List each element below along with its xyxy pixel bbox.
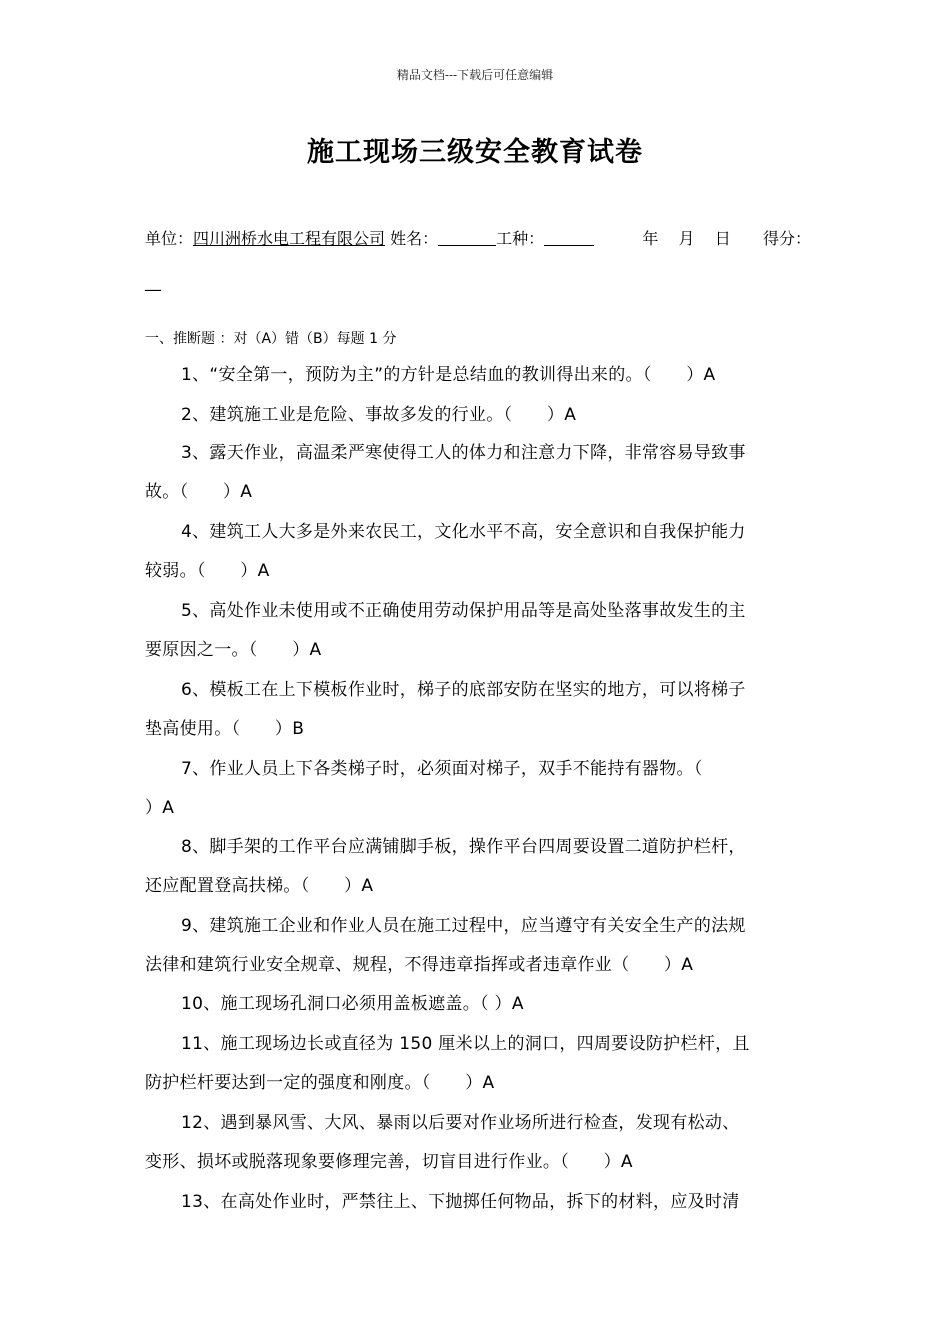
score-blank[interactable]: __: [145, 272, 161, 291]
question-text-continued: 故。（ ）A: [145, 482, 253, 502]
trade-label: 工种：: [496, 229, 545, 248]
question-text-continued: 较弱。（ ）A: [145, 561, 270, 581]
question-item: [145, 513, 813, 591]
question-text: 1、“安全第一，预防为主”的方针是总结血的教训得出来的。（ ）A: [181, 365, 716, 385]
question-text-continued: 垫高使用。（ ）B: [145, 719, 305, 739]
trade-blank[interactable]: [544, 229, 594, 246]
question-text: 2、建筑施工业是危险、事故多发的行业。（ ）A: [181, 405, 577, 425]
unit-name: 四川洲桥水电工程有限公司: [193, 229, 386, 248]
question-text: 10、施工现场孔洞口必须用盖板遮盖。（ ）A: [181, 994, 524, 1014]
question-text: 8、脚手架的工作平台应满铺脚手板，操作平台四周要设置二道防护栏杆，: [181, 837, 746, 857]
day-label: 日: [714, 229, 731, 248]
question-text: 9、建筑施工企业和作业人员在施工过程中，应当遵守有关安全生产的法规: [181, 916, 746, 936]
unit-label: 单位：: [145, 229, 194, 248]
question-text: 7、作业人员上下各类梯子时，必须面对梯子，双手不能持有器物。（: [181, 759, 703, 779]
question-text: 13、在高处作业时，严禁往上、下抛掷任何物品，拆下的材料，应及时清: [181, 1192, 740, 1212]
question-text: 3、露天作业，高温柔严寒使得工人的体力和注意力下降，非常容易导致事: [181, 443, 746, 463]
question-text-continued: 防护栏杆要达到一定的强度和刚度。（ ）A: [145, 1073, 495, 1093]
question-text-continued: 法律和建筑行业安全规章、规程，不得违章指挥或者违章作业（ ）A: [145, 955, 694, 975]
question-text: 12、遇到暴风雪、大风、暴雨以后要对作业场所进行检查，发现有松动、: [181, 1113, 740, 1133]
month-label: 月: [678, 229, 695, 248]
question-item: [145, 828, 813, 906]
section-heading: 一、推断题 ：对（A）错（B）每题 1 分: [145, 331, 397, 347]
header-note: 精品文档---下载后可任意编辑: [396, 68, 554, 82]
question-item: [145, 396, 813, 435]
year-label: 年: [642, 229, 659, 248]
question-item: [145, 750, 813, 828]
question-item: [145, 356, 813, 395]
question-item: [145, 434, 813, 512]
question-text-continued: 变形、损坏或脱落现象要修理完善，切盲目进行作业。（ ）A: [145, 1152, 633, 1172]
name-blank[interactable]: [438, 229, 496, 246]
question-item: [145, 1183, 813, 1222]
question-item: [145, 985, 813, 1024]
question-item: [145, 671, 813, 749]
question-text-continued: ）A: [145, 798, 175, 818]
question-text: 11、施工现场边长或直径为 150 厘米以上的洞口，四周要设防护栏杆，且: [181, 1034, 750, 1054]
question-item: [145, 1104, 813, 1182]
question-item: [145, 592, 813, 670]
question-item: [145, 1025, 813, 1103]
question-item: [145, 907, 813, 985]
score-label: 得分：: [762, 229, 811, 248]
question-text: 4、建筑工人大多是外来农民工，文化水平不高，安全意识和自我保护能力: [181, 522, 746, 542]
info-line: [145, 226, 825, 249]
question-text-continued: 还应配置登高扶梯。（ ）A: [145, 876, 374, 896]
page-title: 施工现场三级安全教育试卷: [307, 137, 643, 168]
question-text: 5、高处作业未使用或不正确使用劳动保护用品等是高处坠落事故发生的主: [181, 601, 746, 621]
question-text: 6、模板工在上下模板作业时，梯子的底部安防在坚实的地方，可以将梯子: [181, 680, 746, 700]
name-label: 姓名：: [390, 229, 439, 248]
question-text-continued: 要原因之一。（ ）A: [145, 640, 322, 660]
